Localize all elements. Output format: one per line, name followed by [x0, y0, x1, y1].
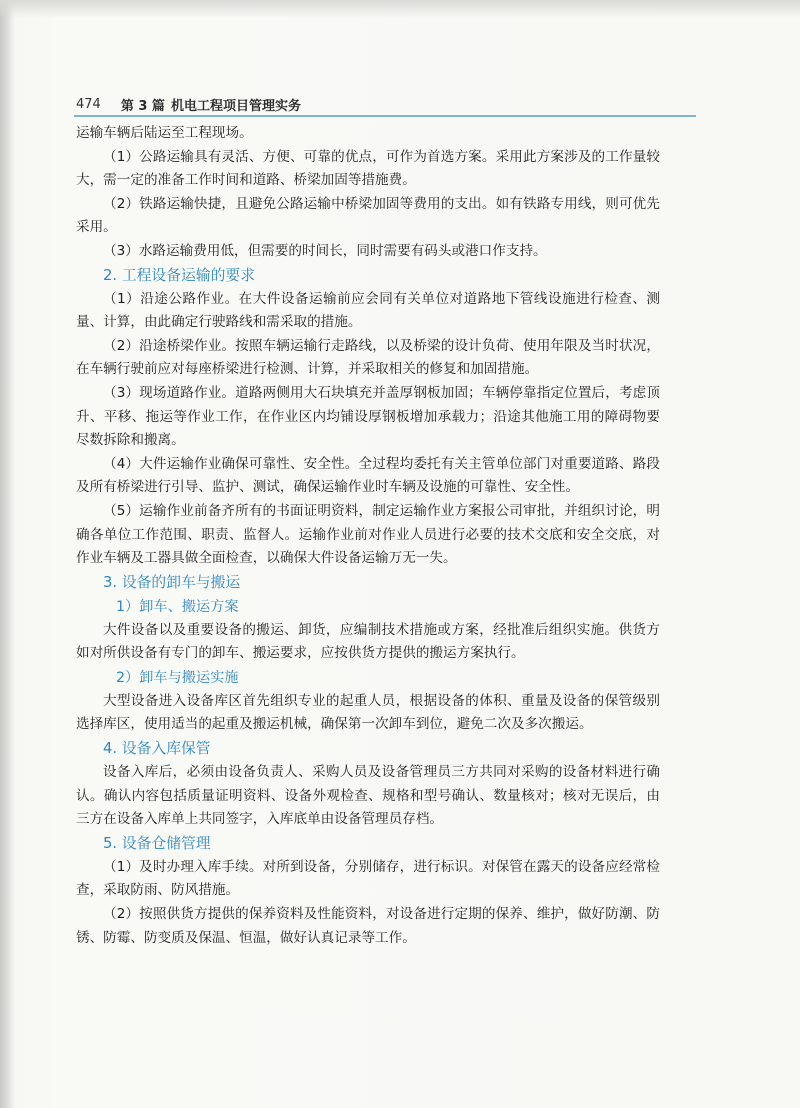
section-heading-transport-requirements: 2. 工程设备运输的要求 [103, 266, 255, 284]
section-heading-warehousing-intake: 4. 设备入库保管 [103, 740, 211, 758]
transport-option-road: （1）公路运输具有灵活、方便、可靠的优点，可作为首选方案。采用此方案涉及的工作量较大，需一定的准备工作时间和道路、桥梁加固等措施费。 [76, 148, 660, 189]
storage-item-maintenance: （2）按照供货方提供的保养资料及性能资料，对设备进行定期的保养、维护，做好防潮、防锈、防霉、防变质及保温、恒温，做好认真记录等工作。 [76, 906, 660, 946]
page-body [76, 122, 660, 950]
warehousing-intake-text: 设备入库后，必须由设备负责人、采购人员及设备管理员三方共同对采购的设备材料进行确认。确认内容包括质量证明资料、设备外观检查、规格和型号确认、数量核对；核对无误后，由三方在设备入库单上共同签字，入库底单由设备管理员存档。 [76, 764, 660, 828]
transport-option-rail: （2）铁路运输快捷，且避免公路运输中桥梁加固等费用的支出。如有铁路专用线，则可优先采用。 [76, 195, 660, 236]
unloading-plan-text: 大件设备以及重要设备的搬运、卸货，应编制技术措施或方案，经批准后组织实施。供货方如对所供设备有专门的卸车、搬运要求，应按供货方提供的搬运方案执行。 [76, 621, 660, 662]
section-heading-storage-management: 5. 设备仓储管理 [103, 834, 211, 852]
requirement-site-road-work: （3）现场道路作业。道路两侧用大石块填充并盖厚钢板加固；车辆停靠指定位置后，考虑顶升、平移、拖运等作业工作，在作业区内均铺设厚钢板增加承载力；沿途其他施工用的障碍物要尽数拆除和搬离。 [76, 384, 660, 449]
lead-paragraph: 运输车辆后陆运至工程现场。 [76, 125, 253, 141]
subheading-unloading-implementation: 2）卸车与搬运实施 [116, 669, 239, 686]
page-number: 474 [76, 96, 101, 112]
page-gutter-shadow [0, 0, 14, 1108]
unloading-implementation-text: 大型设备进入设备库区首先组织专业的起重人员，根据设备的体积、重量及设备的保管级别选择库区，使用适当的起重及搬运机械，确保第一次卸车到位，避免二次及多次搬运。 [76, 692, 660, 733]
page-top-edge [0, 0, 800, 18]
header-rule [74, 115, 696, 117]
requirement-safety: （4）大件运输作业确保可靠性、安全性。全过程均委托有关主管单位部门对重要道路、路段及所有桥梁进行引导、监护、测试，确保运输作业时车辆及设施的可靠性、安全性。 [76, 455, 660, 496]
subheading-unloading-plan: 1）卸车、搬运方案 [116, 598, 239, 615]
storage-item-registration: （1）及时办理入库手续。对所到设备，分别储存，进行标识。对保管在露天的设备应经常检查，采取防雨、防风措施。 [76, 858, 660, 899]
requirement-road-work: （1）沿途公路作业。在大件设备运输前应会同有关单位对道路地下管线设施进行检查、测量、计算，由此确定行驶路线和需采取的措施。 [76, 290, 660, 331]
section-heading-unloading: 3. 设备的卸车与搬运 [103, 573, 241, 591]
part-label: 第 3 篇 [120, 98, 165, 114]
transport-option-water: （3）水路运输费用低，但需要的时间长，同时需要有码头或港口作支持。 [103, 242, 547, 259]
requirement-bridge-work: （2）沿途桥梁作业。按照车辆运输行走路线，以及桥梁的设计负荷、使用年限及当时状况，在车辆行驶前应对每座桥梁进行检测、计算，并采取相关的修复和加固措施。 [76, 337, 660, 378]
part-title: 机电工程项目管理实务 [170, 98, 301, 114]
requirement-documents: （5）运输作业前备齐所有的书面证明资料，制定运输作业方案报公司审批，并组织讨论，明确各单位工作范围、职责、监督人。运输作业前对作业人员进行必要的技术交底和安全交底，对作业车辆及工器具做全面检查，以确保大件设备运输万无一失。 [76, 502, 660, 567]
running-header [76, 93, 696, 115]
